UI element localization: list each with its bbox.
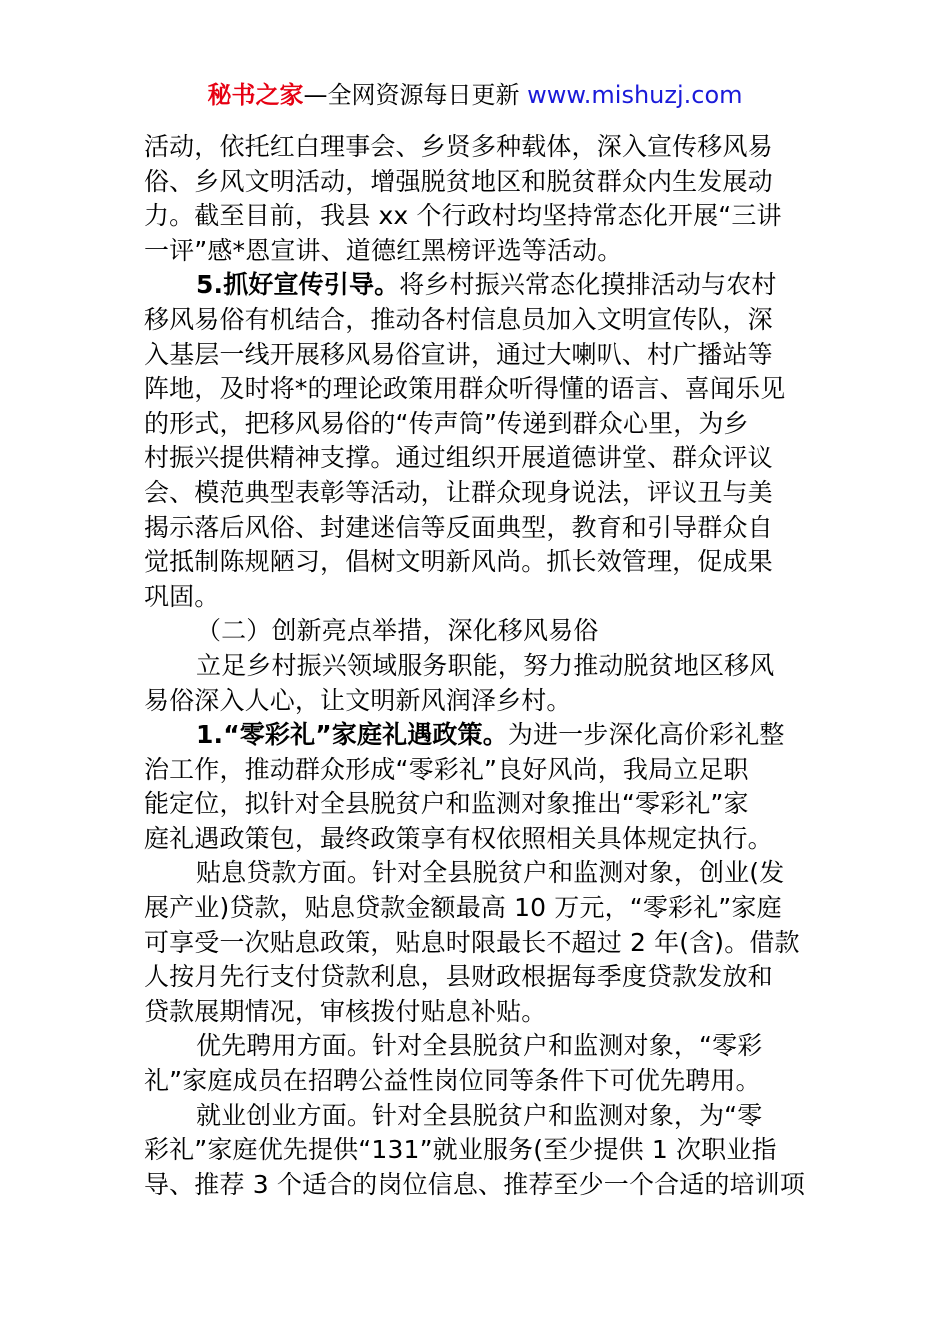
- line-text: 一评”感*恩宣讲、道德红黑榜评选等活动。: [144, 235, 623, 265]
- text-line: [144, 684, 808, 719]
- text-line: [144, 856, 808, 891]
- text-line: [144, 268, 808, 303]
- text-line: [144, 926, 808, 961]
- text-line: [144, 1099, 808, 1134]
- line-text: 力。截至目前，我县 xx 个行政村均坚持常态化开展“三讲: [144, 201, 782, 231]
- text-line: [144, 995, 808, 1030]
- line-text: 能定位，拟针对全县脱贫户和监测对象推出“零彩礼”家: [144, 789, 749, 819]
- line-text: 为进一步深化高价彩礼整: [507, 720, 785, 750]
- document-body: [144, 130, 808, 1202]
- text-line: [144, 234, 808, 269]
- text-line: [144, 545, 808, 580]
- line-text: 展产业)贷款，贴息贷款金额最高 10 万元，“零彩礼”家庭: [144, 893, 782, 923]
- line-text: （二）创新亮点举措，深化移风易俗: [196, 616, 599, 646]
- line-text: 人按月先行支付贷款利息，县财政根据每季度贷款发放和: [144, 962, 773, 992]
- text-line: [144, 753, 808, 788]
- line-text: 阵地，及时将*的理论政策用群众听得懂的语言、喜闻乐见: [144, 374, 786, 404]
- line-text: 移风易俗有机结合，推动各村信息员加入文明宣传队，深: [144, 304, 773, 334]
- line-text: 入基层一线开展移风易俗宣讲，通过大喇叭、村广播站等: [144, 339, 773, 369]
- line-text: 俗、乡风文明活动，增强脱贫地区和脱贫群众内生发展动: [144, 166, 773, 196]
- text-line: [144, 614, 808, 649]
- text-line: [144, 1029, 808, 1064]
- text-line: [144, 130, 808, 165]
- site-header: [0, 78, 950, 112]
- line-text: 村振兴提供精神支撑。通过组织开展道德讲堂、群众评议: [144, 443, 773, 473]
- line-text: 立足乡村振兴领域服务职能，努力推动脱贫地区移风: [196, 650, 775, 680]
- line-text: 就业创业方面。针对全县脱贫户和监测对象，为“零: [196, 1100, 763, 1130]
- line-text: 治工作，推动群众形成“零彩礼”良好风尚，我局立足职: [144, 754, 749, 784]
- site-url-link[interactable]: www.mishuzj.com: [527, 81, 743, 109]
- line-text: 揭示落后风俗、封建迷信等反面典型，教育和引导群众自: [144, 512, 773, 542]
- line-text: 可享受一次贴息政策，贴息时限最长不超过 2 年(含)。借款: [144, 927, 800, 957]
- text-line: [144, 407, 808, 442]
- text-line: [144, 787, 808, 822]
- text-line: [144, 891, 808, 926]
- line-text: 活动，依托红白理事会、乡贤多种载体，深入宣传移风易: [144, 132, 773, 161]
- site-brand[interactable]: 秘书之家: [207, 81, 304, 109]
- text-line: [144, 1064, 808, 1099]
- text-line: [144, 511, 808, 546]
- text-line: [144, 822, 808, 857]
- text-line: [144, 718, 808, 753]
- line-text: 优先聘用方面。针对全县脱贫户和监测对象，“零彩: [196, 1031, 763, 1061]
- line-text: 将乡村振兴常态化摸排活动与农村: [399, 270, 777, 300]
- line-text: 易俗深入人心，让文明新风润泽乡村。: [144, 685, 572, 715]
- line-text: 庭礼遇政策包，最终政策享有权依照相关具体规定执行。: [144, 823, 773, 853]
- text-line: [144, 338, 808, 373]
- bold-heading: 1.“零彩礼”家庭礼遇政策。: [196, 720, 508, 750]
- line-text: 的形式，把移风易俗的“传声筒”传递到群众心里，为乡: [144, 408, 749, 438]
- bold-heading: 5.抓好宣传引导。: [196, 270, 400, 300]
- line-text: 会、模范典型表彰等活动，让群众现身说法，评议丑与美: [144, 477, 773, 507]
- line-text: 导、推荐 3 个适合的岗位信息、推荐至少一个合适的培训项: [144, 1169, 806, 1199]
- text-line: [144, 165, 808, 200]
- line-text: 礼”家庭成员在招聘公益性岗位同等条件下可优先聘用。: [144, 1066, 761, 1096]
- text-line: [144, 1133, 808, 1168]
- text-line: [144, 649, 808, 684]
- line-text: 巩固。: [144, 581, 220, 611]
- site-tagline: —全网资源每日更新: [303, 81, 528, 109]
- text-line: [144, 580, 808, 615]
- text-line: [144, 372, 808, 407]
- text-line: [144, 303, 808, 338]
- line-text: 贷款展期情况，审核拨付贴息补贴。: [144, 996, 547, 1026]
- text-line: [144, 1168, 808, 1203]
- text-line: [144, 441, 808, 476]
- text-line: [144, 476, 808, 511]
- text-line: [144, 960, 808, 995]
- text-line: [144, 199, 808, 234]
- line-text: 贴息贷款方面。针对全县脱贫户和监测对象，创业(发: [196, 858, 785, 888]
- line-text: 彩礼”家庭优先提供“131”就业服务(至少提供 1 次职业指: [144, 1135, 777, 1165]
- line-text: 觉抵制陈规陋习，倡树文明新风尚。抓长效管理，促成果: [144, 547, 773, 577]
